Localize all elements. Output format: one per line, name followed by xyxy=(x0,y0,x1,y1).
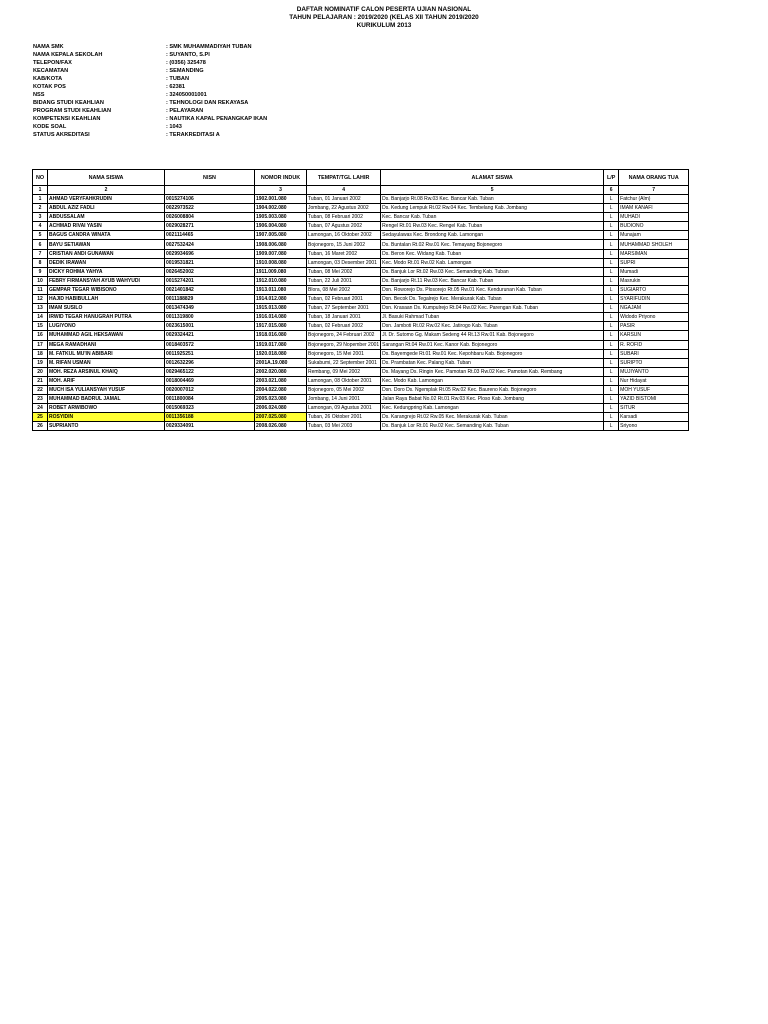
cell-alamat: Rengel Rt.01 Rw.03 Kec. Rengel Kab. Tuban xyxy=(381,222,604,231)
cell-nama: DEDIK IRAWAN xyxy=(48,258,165,267)
school-info xyxy=(33,43,366,139)
info-label: NAMA SMK xyxy=(33,44,64,50)
cell-nama: LUGIYONO xyxy=(48,322,165,331)
cell-lp: L xyxy=(604,249,619,258)
cell-induk: 2006.024.080 xyxy=(255,404,307,413)
cell-alamat: Ds. Banjarjo Rt.08 Rw.03 Kec. Bancar Kab. Tuban xyxy=(381,195,604,204)
col-number: 5 xyxy=(381,186,604,195)
cell-nisn: 0015274201 xyxy=(165,276,255,285)
info-row xyxy=(33,75,366,83)
info-value: : 324050001001 xyxy=(166,92,207,98)
cell-induk: 1918.016.080 xyxy=(255,331,307,340)
cell-lahir: Jombang, 22 Agustus 2002 xyxy=(307,204,381,213)
cell-nama: M. RIFAN USMAN xyxy=(48,358,165,367)
cell-lahir: Tuban, 08 Mei 2002 xyxy=(307,267,381,276)
cell-no: 13 xyxy=(33,304,48,313)
cell-induk: 2005.023.080 xyxy=(255,395,307,404)
info-value: : TEHNOLOGI DAN REKAYASA xyxy=(166,100,249,106)
cell-ortu: Munajam xyxy=(619,231,689,240)
table-row xyxy=(33,195,689,204)
cell-ortu: SITUR xyxy=(619,404,689,413)
col-number: 3 xyxy=(255,186,307,195)
cell-lahir: Lamongan, 16 Oktober 2002 xyxy=(307,231,381,240)
cell-induk: 1912.010.080 xyxy=(255,276,307,285)
table-body xyxy=(33,195,689,431)
cell-nisn: 0011925251 xyxy=(165,349,255,358)
cell-ortu: BUDIONO xyxy=(619,222,689,231)
cell-lahir: Sukabumi, 22 September 2001 xyxy=(307,358,381,367)
cell-lahir: Tuban, 26 Oktober 2001 xyxy=(307,413,381,422)
info-row xyxy=(33,43,366,51)
cell-no: 19 xyxy=(33,358,48,367)
cell-alamat: Kec. Kedungpring Kab. Lamongan xyxy=(381,404,604,413)
cell-no: 11 xyxy=(33,285,48,294)
cell-induk: 1915.013.080 xyxy=(255,304,307,313)
cell-lp: L xyxy=(604,413,619,422)
cell-lp: L xyxy=(604,195,619,204)
column-number-row xyxy=(33,186,689,195)
cell-induk: 2003.021.080 xyxy=(255,376,307,385)
cell-no: 17 xyxy=(33,340,48,349)
cell-ortu: MOH YUSUF xyxy=(619,385,689,394)
cell-alamat: Ds. Karangrejo Rt.02 Rw.05 Kec. Merakurak Kab. Tuban xyxy=(381,413,604,422)
table-row xyxy=(33,358,689,367)
cell-lp: L xyxy=(604,240,619,249)
info-label: NSS xyxy=(33,92,45,98)
info-label: PROGRAM STUDI KEAHLIAN xyxy=(33,108,112,114)
cell-induk: 1905.003.080 xyxy=(255,213,307,222)
cell-ortu: YAZID BISTOMI xyxy=(619,395,689,404)
cell-alamat: Jl. Basuki Rahmad Tuban xyxy=(381,313,604,322)
cell-lahir: Tuban, 02 Februari 2001 xyxy=(307,295,381,304)
cell-ortu: MUHAMMAD SHOLEH xyxy=(619,240,689,249)
cell-nisn: 0029934696 xyxy=(165,249,255,258)
table-row xyxy=(33,313,689,322)
info-value: : SUYANTO, S.PI xyxy=(166,52,210,58)
cell-lp: L xyxy=(604,395,619,404)
info-label: BIDANG STUDI KEAHLIAN xyxy=(33,100,104,106)
cell-induk: 1906.004.080 xyxy=(255,222,307,231)
cell-lp: L xyxy=(604,258,619,267)
info-value: : TUBAN xyxy=(166,76,189,82)
cell-nisn: 0019531821 xyxy=(165,258,255,267)
cell-alamat: Dsn. Roworejo Ds. Plosorejo Rt.05 Rw.01 Kec. Kendurunan Kab. Tuban xyxy=(381,285,604,294)
table-row xyxy=(33,322,689,331)
cell-ortu: Nur Hidayat xyxy=(619,376,689,385)
cell-nama: ROBET ARWIBOWO xyxy=(48,404,165,413)
cell-nama: IRWID TEGAR HANUGRAH PUTRA xyxy=(48,313,165,322)
cell-no: 7 xyxy=(33,249,48,258)
cell-nisn: 0018403572 xyxy=(165,340,255,349)
cell-lahir: Tuban, 22 Juli 2001 xyxy=(307,276,381,285)
cell-no: 10 xyxy=(33,276,48,285)
cell-no: 23 xyxy=(33,395,48,404)
cell-induk: 1916.014.080 xyxy=(255,313,307,322)
cell-no: 18 xyxy=(33,349,48,358)
table-row xyxy=(33,395,689,404)
cell-lahir: Bojonegoro, 05 Mei 2002 xyxy=(307,385,381,394)
cell-nama: CRISTIAN ANDI GUNAWAN xyxy=(48,249,165,258)
cell-alamat: Dsn. Krasaan Ds. Kumpulrejo Rt.04 Rw.02 Kec. Parengan Kab. Tuban xyxy=(381,304,604,313)
cell-lahir: Tuban, 27 September 2001 xyxy=(307,304,381,313)
table-row xyxy=(33,304,689,313)
table-row xyxy=(33,404,689,413)
info-row xyxy=(33,51,366,59)
cell-induk: 1917.015.080 xyxy=(255,322,307,331)
info-row xyxy=(33,115,366,123)
info-row xyxy=(33,107,366,115)
cell-no: 24 xyxy=(33,404,48,413)
cell-ortu: Fatchur (Alm) xyxy=(619,195,689,204)
cell-ortu: Mumadi xyxy=(619,267,689,276)
table-row xyxy=(33,367,689,376)
cell-nisn: 0021114465 xyxy=(165,231,255,240)
cell-ortu: R. ROFID xyxy=(619,340,689,349)
info-label: TELEPON/FAX xyxy=(33,60,72,66)
info-row xyxy=(33,99,366,107)
cell-nisn: 0013474349 xyxy=(165,304,255,313)
col-header-lahir: TEMPAT/TGL LAHIR xyxy=(307,170,381,186)
cell-alamat: Ds. Kedung Lempuk Rt.02 Rw.04 Kec. Tembelang Kab. Jombang xyxy=(381,204,604,213)
cell-nisn: 0029334091 xyxy=(165,422,255,431)
cell-no: 8 xyxy=(33,258,48,267)
cell-nisn: 0020007012 xyxy=(165,385,255,394)
info-value: : 1043 xyxy=(166,124,182,130)
cell-nama: MOH. ARIF xyxy=(48,376,165,385)
table-row xyxy=(33,331,689,340)
cell-lp: L xyxy=(604,222,619,231)
cell-induk: 1904.002.080 xyxy=(255,204,307,213)
cell-nama: MEGA RAMADHANI xyxy=(48,340,165,349)
info-label: KOTAK POS xyxy=(33,84,66,90)
info-value: : NAUTIKA KAPAL PENANGKAP IKAN xyxy=(166,116,268,122)
cell-no: 6 xyxy=(33,240,48,249)
cell-nisn: 0011319800 xyxy=(165,313,255,322)
cell-alamat: Ds. Banjuk Lor Rt.01 Rw.02 Kec. Semanding Kab. Tuban xyxy=(381,422,604,431)
cell-lp: L xyxy=(604,285,619,294)
table-header-row xyxy=(33,170,689,186)
cell-lahir: Tuban, 08 Februari 2002 xyxy=(307,213,381,222)
cell-lp: L xyxy=(604,349,619,358)
table-row xyxy=(33,422,689,431)
cell-lp: L xyxy=(604,322,619,331)
cell-lahir: Tuban, 03 Mei 2003 xyxy=(307,422,381,431)
cell-alamat: Ds. Bayemgede Rt.01 Rw.01 Kec. Kepohbaru Kab. Bojonegoro xyxy=(381,349,604,358)
cell-no: 21 xyxy=(33,376,48,385)
cell-lahir: Bojonegoro, 15 Juni 2002 xyxy=(307,240,381,249)
cell-induk: 2002.020.080 xyxy=(255,367,307,376)
table-row xyxy=(33,376,689,385)
cell-ortu: KARSUN xyxy=(619,331,689,340)
cell-nama: MUHAMMAD BADRUL JAMAL xyxy=(48,395,165,404)
cell-no: 15 xyxy=(33,322,48,331)
cell-ortu: SUPRI xyxy=(619,258,689,267)
info-label: KOMPETENSI KEAHLIAN xyxy=(33,116,101,122)
cell-ortu: SURIPTO xyxy=(619,358,689,367)
table-row xyxy=(33,231,689,240)
cell-lahir: Bojonegoro, 15 Mei 2001 xyxy=(307,349,381,358)
cell-lahir: Lamongan, 08 Oktober 2001 xyxy=(307,376,381,385)
cell-lahir: Tuban, 16 Maret 2002 xyxy=(307,249,381,258)
info-label: KAB/KOTA xyxy=(33,76,63,82)
cell-induk: 1919.017.080 xyxy=(255,340,307,349)
cell-lp: L xyxy=(604,204,619,213)
cell-alamat: Dsn. Becok Ds. Tegalrejo Kec. Merakurak Kab. Tuban xyxy=(381,295,604,304)
col-number: 4 xyxy=(307,186,381,195)
cell-lp: L xyxy=(604,385,619,394)
cell-alamat: Jalan Raya Babat No.02 Rt.01 Rw.03 Kec. Ploso Kab. Jombang xyxy=(381,395,604,404)
info-value: : SMK MUHAMMADIYAH TUBAN xyxy=(166,44,252,50)
table-row xyxy=(33,213,689,222)
cell-nisn: 0018004469 xyxy=(165,376,255,385)
info-row xyxy=(33,123,366,131)
info-value: : (0356) 325478 xyxy=(166,60,206,66)
cell-alamat: Jl. Dr. Sutomo Gg. Makam Sedeng 44 Rt.13 Rw.01 Kab. Bojonegoro xyxy=(381,331,604,340)
cell-induk: 1914.012.080 xyxy=(255,295,307,304)
cell-ortu: IMAM KANAFI xyxy=(619,204,689,213)
cell-nisn: 0029465122 xyxy=(165,367,255,376)
cell-lp: L xyxy=(604,367,619,376)
cell-no: 4 xyxy=(33,222,48,231)
table-row xyxy=(33,249,689,258)
cell-nama: GEMPAR TEGAR WIBISONO xyxy=(48,285,165,294)
cell-alamat: Ds. Beron Kec. Widang Kab. Tuban xyxy=(381,249,604,258)
table-row xyxy=(33,222,689,231)
cell-lp: L xyxy=(604,295,619,304)
cell-lp: L xyxy=(604,267,619,276)
col-header-induk: NOMOR INDUK xyxy=(255,170,307,186)
cell-lp: L xyxy=(604,404,619,413)
cell-lp: L xyxy=(604,376,619,385)
cell-lahir: Jombang, 14 Juni 2001 xyxy=(307,395,381,404)
cell-nama: ROSYIDIN xyxy=(48,413,165,422)
cell-lahir: Rembang, 09 Mei 2002 xyxy=(307,367,381,376)
table-row xyxy=(33,340,689,349)
cell-nama: FEBRY FIRMANSYAH AYUB WAHYUDI xyxy=(48,276,165,285)
cell-induk: 2008.026.080 xyxy=(255,422,307,431)
cell-lahir: Bojonegoro, 29 Nopember 2001 xyxy=(308,341,380,348)
student-table xyxy=(32,169,689,431)
header-title: DAFTAR NOMINATIF CALON PESERTA UJIAN NASIONAL xyxy=(296,6,472,13)
cell-nisn: 0026008804 xyxy=(165,213,255,222)
col-number: 6 xyxy=(604,186,619,195)
cell-alamat: Dsn. Doro Ds. Ngemplak Rt.05 Rw.02 Kec. Baureno Kab. Bojonegoro xyxy=(381,385,604,394)
info-row xyxy=(33,91,366,99)
cell-nama: DICKY ROHMA YAHYA xyxy=(48,267,165,276)
cell-ortu: SUGIARTO xyxy=(619,285,689,294)
cell-induk: 2004.022.080 xyxy=(255,385,307,394)
cell-nama: MOH. REZA ARSINUL KHAIQ xyxy=(48,367,165,376)
cell-no: 16 xyxy=(33,331,48,340)
cell-no: 26 xyxy=(33,422,48,431)
cell-nisn: 0022973522 xyxy=(165,204,255,213)
cell-ortu: Sriyono xyxy=(619,422,689,431)
cell-alamat: Ds. Prambatan Kec. Palang Kab. Tuban xyxy=(381,358,604,367)
cell-ortu: MUHADI xyxy=(619,213,689,222)
cell-ortu: Karsadi xyxy=(619,413,689,422)
cell-nisn: 0026452002 xyxy=(165,267,255,276)
cell-alamat: Ds. Banjuk Lor Rt.02 Rw.03 Kec. Semanding Kab. Tuban xyxy=(381,267,604,276)
cell-no: 20 xyxy=(33,367,48,376)
cell-nisn: 0012632296 xyxy=(165,358,255,367)
table-row xyxy=(33,204,689,213)
cell-nisn: 0011800084 xyxy=(165,395,255,404)
cell-nisn: 0027532424 xyxy=(165,240,255,249)
cell-induk: 1907.005.080 xyxy=(255,231,307,240)
info-value: : PELAYARAN xyxy=(166,108,204,114)
cell-induk: 2007.025.080 xyxy=(255,413,307,422)
cell-alamat: Kec. Bancar Kab. Tuban xyxy=(381,213,604,222)
cell-nama: MUHAMMAD AGIL HEKSAWAN xyxy=(48,331,165,340)
cell-lp: L xyxy=(604,213,619,222)
cell-induk: 1911.009.080 xyxy=(255,267,307,276)
cell-induk: 1908.006.080 xyxy=(255,240,307,249)
cell-nisn: 0029324421 xyxy=(165,331,255,340)
cell-lahir: Tuban, 01 Januari 2002 xyxy=(307,195,381,204)
cell-induk: 1920.018.080 xyxy=(255,349,307,358)
table-row xyxy=(33,258,689,267)
col-number: 2 xyxy=(48,186,165,195)
cell-ortu: Masrukin xyxy=(619,276,689,285)
cell-lahir: Bojonegoro, 24 Februari 2002 xyxy=(307,331,381,340)
cell-nisn: 0029028271 xyxy=(165,222,255,231)
cell-induk: 1910.008.080 xyxy=(255,258,307,267)
cell-nisn: 0021401842 xyxy=(165,285,255,294)
table-row xyxy=(33,349,689,358)
info-label: KECAMATAN xyxy=(33,68,69,74)
cell-no: 2 xyxy=(33,204,48,213)
cell-alamat: Kec. Modo Rt.01 Rw.02 Kab. Lamongan xyxy=(381,258,604,267)
cell-ortu: Widodo Priyono xyxy=(619,313,689,322)
cell-nama: IMAM SUSILO xyxy=(48,304,165,313)
cell-no: 3 xyxy=(33,213,48,222)
cell-no: 5 xyxy=(33,231,48,240)
document-header xyxy=(0,6,768,30)
col-header-no: NO xyxy=(33,170,48,186)
cell-ortu: PASIR xyxy=(619,322,689,331)
table-row xyxy=(33,295,689,304)
cell-nama: BAYU SETIAWAN xyxy=(48,240,165,249)
table-row xyxy=(33,240,689,249)
cell-no: 22 xyxy=(33,385,48,394)
cell-nisn: 0015274106 xyxy=(165,195,255,204)
table-row xyxy=(33,385,689,394)
cell-nisn: 0023615001 xyxy=(165,322,255,331)
cell-nama: MUCH ISA YULIANSYAH YUSUF xyxy=(48,385,165,394)
cell-alamat: Ds. Banjarjo Rt.11 Rw.03 Kec. Bancar Kab. Tuban xyxy=(381,276,604,285)
cell-no: 12 xyxy=(33,295,48,304)
cell-nama: M. FATKUL MU'IN ABIBARI xyxy=(48,349,165,358)
info-row xyxy=(33,59,366,67)
cell-lp: L xyxy=(604,304,619,313)
col-header-ortu: NAMA ORANG TUA xyxy=(619,170,689,186)
col-header-lp: L/P xyxy=(604,170,619,186)
cell-alamat: Sedayulawas Kec. Brondong Kab. Lamongan xyxy=(381,231,604,240)
cell-induk: 1902.001.080 xyxy=(255,195,307,204)
info-value: : 62381 xyxy=(166,84,185,90)
cell-ortu: MARSIMAN xyxy=(619,249,689,258)
cell-induk: 2001A.19.080 xyxy=(255,358,307,367)
cell-nama: ABDUSSALAM xyxy=(48,213,165,222)
info-row xyxy=(33,131,366,139)
info-label: STATUS AKREDITASI xyxy=(33,132,90,138)
cell-lahir: Tuban, 18 Januari 2001 xyxy=(307,313,381,322)
cell-nama: SUPRIANTO xyxy=(48,422,165,431)
cell-alamat: Ds. Mayang Ds. Ringin Kec. Pamotan Rt.03 Rw.02 Kec. Pamotan Kab. Rembang xyxy=(381,367,604,376)
cell-lp: L xyxy=(604,331,619,340)
cell-nama: BAGUS CANDRA WINATA xyxy=(48,231,165,240)
col-header-alamat: ALAMAT SISWA xyxy=(381,170,604,186)
cell-lahir: Tuban, 02 Februari 2002 xyxy=(307,322,381,331)
cell-nama: HAJID HABIBULLAH xyxy=(48,295,165,304)
col-header-nisn: NISN xyxy=(165,170,255,186)
cell-lp: L xyxy=(604,340,619,349)
cell-nama: ACHMAD RIVAI YASIN xyxy=(48,222,165,231)
cell-alamat: Ds. Buntalan Rt.02 Rw.01 Kec. Temayang Bojonegoro xyxy=(381,240,604,249)
cell-no: 14 xyxy=(33,313,48,322)
cell-lp: L xyxy=(604,313,619,322)
info-row xyxy=(33,67,366,75)
cell-lp: L xyxy=(604,231,619,240)
cell-alamat: Sarangan Rt.04 Rw.01 Kec. Kanor Kab. Bojonegoro xyxy=(381,340,604,349)
cell-nisn: 0015069323 xyxy=(165,404,255,413)
info-label: KODE SOAL xyxy=(33,124,67,130)
cell-nama: ABDUL AZIZ FADLI xyxy=(48,204,165,213)
table-row xyxy=(33,413,689,422)
col-number xyxy=(165,186,255,195)
cell-lp: L xyxy=(604,276,619,285)
info-label: NAMA KEPALA SEKOLAH xyxy=(33,52,103,58)
header-curriculum: KURIKULUM 2013 xyxy=(356,22,412,29)
cell-nama: AHMAD VERYFAHKRUDIN xyxy=(48,195,165,204)
cell-nisn: 0011188829 xyxy=(165,295,255,304)
cell-ortu: SYARIFUDIN xyxy=(619,295,689,304)
cell-lahir: Lamongan, 09 Agustus 2001 xyxy=(307,404,381,413)
cell-no: 9 xyxy=(33,267,48,276)
cell-lahir: Tuban, 07 Agustus 2002 xyxy=(307,222,381,231)
header-subtitle: TAHUN PELAJARAN : 2019/2020 (KELAS XII TAHUN 2019/2020 xyxy=(289,14,479,21)
cell-induk: 1909.007.080 xyxy=(255,249,307,258)
cell-alamat: Kec. Modo Kab. Lamongan xyxy=(381,376,604,385)
table-row xyxy=(33,285,689,294)
cell-lahir: Blora, 08 Mei 2002 xyxy=(307,285,381,294)
cell-ortu: SUBARI xyxy=(619,349,689,358)
cell-lp: L xyxy=(604,358,619,367)
cell-no: 25 xyxy=(33,413,48,422)
cell-alamat: Dsn. Jamboti Rt.02 Rw.02 Kec. Jatirogo Kab. Tuban xyxy=(381,322,604,331)
info-value: : SEMANDING xyxy=(166,68,204,74)
cell-no: 1 xyxy=(33,195,48,204)
cell-lp: L xyxy=(604,422,619,431)
info-row xyxy=(33,83,366,91)
cell-induk: 1913.011.080 xyxy=(255,285,307,294)
cell-ortu: NGAJAM xyxy=(619,304,689,313)
col-header-nama: NAMA SISWA xyxy=(48,170,165,186)
cell-ortu: MUJIYANTO xyxy=(619,367,689,376)
cell-nisn: 0011356188 xyxy=(165,413,255,422)
table-row xyxy=(33,267,689,276)
cell-lahir: Lamongan, 03 Desember 2001 xyxy=(307,258,381,267)
table-row xyxy=(33,276,689,285)
col-number: 7 xyxy=(619,186,689,195)
info-value: : TERAKREDITASI A xyxy=(166,132,220,138)
col-number: 1 xyxy=(33,186,48,195)
